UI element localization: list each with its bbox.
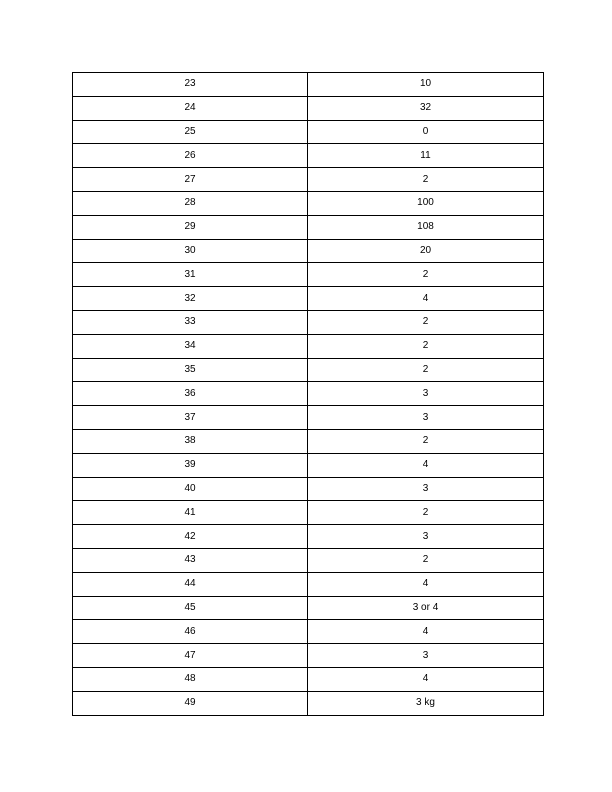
answer-cell: 2 xyxy=(308,429,544,453)
answer-cell: 2 xyxy=(308,501,544,525)
question-number-cell: 25 xyxy=(73,120,308,144)
question-number-cell: 24 xyxy=(73,96,308,120)
question-number-cell: 41 xyxy=(73,501,308,525)
question-number-cell: 26 xyxy=(73,144,308,168)
question-number-cell: 30 xyxy=(73,239,308,263)
answer-table-body xyxy=(73,73,544,716)
table-row xyxy=(73,620,544,644)
question-number-cell: 48 xyxy=(73,667,308,691)
answer-cell: 4 xyxy=(308,667,544,691)
answer-cell: 3 xyxy=(308,525,544,549)
answer-cell: 32 xyxy=(308,96,544,120)
table-row xyxy=(73,358,544,382)
table-row xyxy=(73,263,544,287)
question-number-cell: 49 xyxy=(73,691,308,715)
answer-cell: 4 xyxy=(308,620,544,644)
answer-cell: 4 xyxy=(308,287,544,311)
question-number-cell: 43 xyxy=(73,548,308,572)
table-row xyxy=(73,691,544,715)
answer-cell: 3 or 4 xyxy=(308,596,544,620)
question-number-cell: 34 xyxy=(73,334,308,358)
question-number-cell: 45 xyxy=(73,596,308,620)
question-number-cell: 29 xyxy=(73,215,308,239)
table-row xyxy=(73,572,544,596)
table-row xyxy=(73,644,544,668)
question-number-cell: 40 xyxy=(73,477,308,501)
question-number-cell: 37 xyxy=(73,406,308,430)
answer-cell: 3 xyxy=(308,382,544,406)
question-number-cell: 42 xyxy=(73,525,308,549)
question-number-cell: 44 xyxy=(73,572,308,596)
table-row xyxy=(73,287,544,311)
answer-cell: 108 xyxy=(308,215,544,239)
table-row xyxy=(73,144,544,168)
answer-cell: 2 xyxy=(308,310,544,334)
question-number-cell: 31 xyxy=(73,263,308,287)
question-number-cell: 32 xyxy=(73,287,308,311)
table-row xyxy=(73,525,544,549)
table-row xyxy=(73,168,544,192)
answer-cell: 4 xyxy=(308,453,544,477)
table-row xyxy=(73,406,544,430)
answer-cell: 3 xyxy=(308,477,544,501)
table-row xyxy=(73,239,544,263)
answer-cell: 100 xyxy=(308,191,544,215)
question-number-cell: 39 xyxy=(73,453,308,477)
table-row xyxy=(73,501,544,525)
answer-cell: 3 kg xyxy=(308,691,544,715)
answer-cell: 2 xyxy=(308,334,544,358)
answer-cell: 4 xyxy=(308,572,544,596)
table-row xyxy=(73,73,544,97)
table-row xyxy=(73,596,544,620)
question-number-cell: 35 xyxy=(73,358,308,382)
question-number-cell: 38 xyxy=(73,429,308,453)
table-row xyxy=(73,453,544,477)
table-row xyxy=(73,215,544,239)
answer-cell: 2 xyxy=(308,168,544,192)
answer-cell: 3 xyxy=(308,644,544,668)
table-row xyxy=(73,191,544,215)
question-number-cell: 28 xyxy=(73,191,308,215)
question-number-cell: 27 xyxy=(73,168,308,192)
table-row xyxy=(73,667,544,691)
question-number-cell: 36 xyxy=(73,382,308,406)
answer-cell: 2 xyxy=(308,263,544,287)
answer-cell: 2 xyxy=(308,358,544,382)
table-row xyxy=(73,382,544,406)
answer-table xyxy=(72,72,544,716)
answer-cell: 0 xyxy=(308,120,544,144)
table-row xyxy=(73,548,544,572)
answer-cell: 11 xyxy=(308,144,544,168)
answer-cell: 20 xyxy=(308,239,544,263)
answer-cell: 10 xyxy=(308,73,544,97)
table-row xyxy=(73,334,544,358)
question-number-cell: 33 xyxy=(73,310,308,334)
table-row xyxy=(73,429,544,453)
answer-cell: 3 xyxy=(308,406,544,430)
table-row xyxy=(73,310,544,334)
table-row xyxy=(73,120,544,144)
table-row xyxy=(73,477,544,501)
answer-cell: 2 xyxy=(308,548,544,572)
question-number-cell: 47 xyxy=(73,644,308,668)
question-number-cell: 23 xyxy=(73,73,308,97)
question-number-cell: 46 xyxy=(73,620,308,644)
table-row xyxy=(73,96,544,120)
